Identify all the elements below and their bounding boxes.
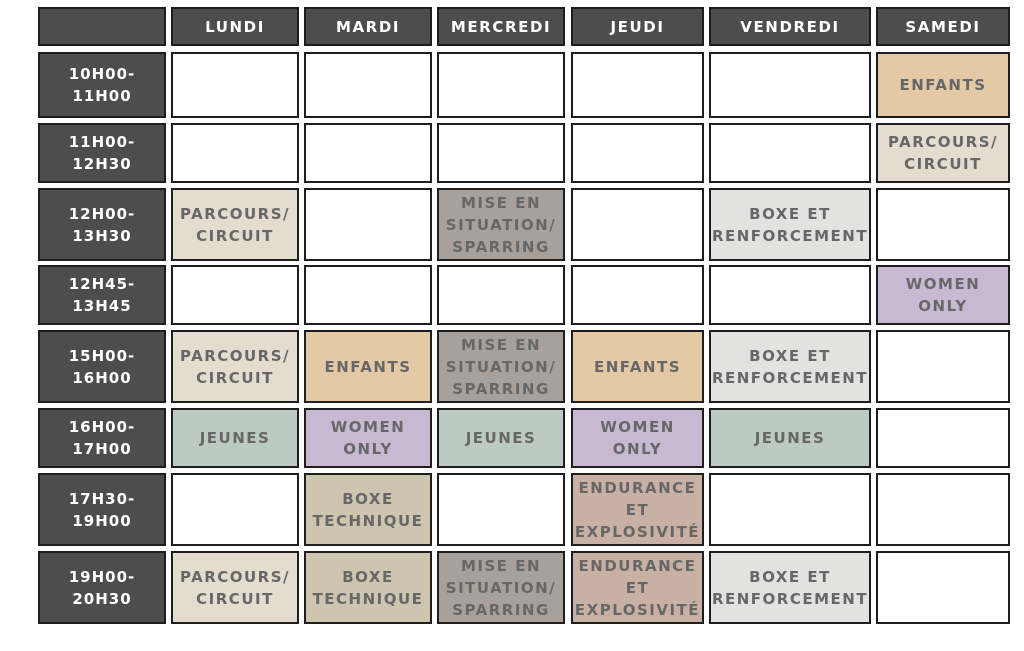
day-header-vendredi: VENDREDI [709,7,871,46]
day-header-jeudi: JEUDI [571,7,704,46]
time-slot-label: 16H00-17H00 [38,408,166,468]
empty-cell [437,123,565,183]
class-cell-enfants: ENFANTS [571,330,704,403]
empty-cell [437,473,565,546]
class-cell-boxe-et-renforcement: BOXE ET RENFORCEMENT [709,188,871,261]
time-slot-label: 10H00-11H00 [38,52,166,118]
class-cell-enfants: ENFANTS [876,52,1010,118]
time-slot-label: 19H00-20H30 [38,551,166,624]
empty-cell [876,188,1010,261]
empty-cell [709,265,871,325]
empty-cell [709,473,871,546]
class-cell-parcours-circuit: PARCOURS/ CIRCUIT [171,551,299,624]
class-cell-mise-en-situation-sparring: MISE EN SITUATION/ SPARRING [437,188,565,261]
empty-cell [171,123,299,183]
empty-cell [171,473,299,546]
empty-cell [876,473,1010,546]
empty-cell [304,188,432,261]
empty-cell [571,52,704,118]
empty-cell [571,188,704,261]
class-cell-boxe-et-renforcement: BOXE ET RENFORCEMENT [709,551,871,624]
class-cell-women-only: WOMEN ONLY [304,408,432,468]
empty-cell [437,265,565,325]
empty-cell [876,330,1010,403]
class-cell-jeunes: JEUNES [437,408,565,468]
class-cell-jeunes: JEUNES [709,408,871,468]
corner-header-cell [38,7,166,46]
time-slot-label: 12H45-13H45 [38,265,166,325]
class-cell-endurance-et-explosivit: ENDURANCE ET EXPLOSIVITÉ [571,551,704,624]
day-header-lundi: LUNDI [171,7,299,46]
empty-cell [304,52,432,118]
class-cell-parcours-circuit: PARCOURS/ CIRCUIT [171,188,299,261]
class-cell-mise-en-situation-sparring: MISE EN SITUATION/ SPARRING [437,330,565,403]
empty-cell [171,265,299,325]
class-cell-boxe-technique: BOXE TECHNIQUE [304,473,432,546]
class-cell-endurance-et-explosivit: ENDURANCE ET EXPLOSIVITÉ [571,473,704,546]
time-slot-label: 15H00-16H00 [38,330,166,403]
day-header-mardi: MARDI [304,7,432,46]
empty-cell [571,265,704,325]
time-slot-label: 11H00-12H30 [38,123,166,183]
class-cell-enfants: ENFANTS [304,330,432,403]
class-cell-mise-en-situation-sparring: MISE EN SITUATION/ SPARRING [437,551,565,624]
empty-cell [709,52,871,118]
empty-cell [437,52,565,118]
class-cell-boxe-technique: BOXE TECHNIQUE [304,551,432,624]
empty-cell [571,123,704,183]
class-cell-parcours-circuit: PARCOURS/ CIRCUIT [171,330,299,403]
empty-cell [304,265,432,325]
empty-cell [171,52,299,118]
time-slot-label: 17H30-19H00 [38,473,166,546]
class-cell-jeunes: JEUNES [171,408,299,468]
class-cell-women-only: WOMEN ONLY [571,408,704,468]
time-slot-label: 12H00-13H30 [38,188,166,261]
day-header-samedi: SAMEDI [876,7,1010,46]
class-cell-parcours-circuit: PARCOURS/ CIRCUIT [876,123,1010,183]
class-cell-women-only: WOMEN ONLY [876,265,1010,325]
empty-cell [876,408,1010,468]
empty-cell [876,551,1010,624]
empty-cell [304,123,432,183]
empty-cell [709,123,871,183]
class-cell-boxe-et-renforcement: BOXE ET RENFORCEMENT [709,330,871,403]
day-header-mercredi: MERCREDI [437,7,565,46]
